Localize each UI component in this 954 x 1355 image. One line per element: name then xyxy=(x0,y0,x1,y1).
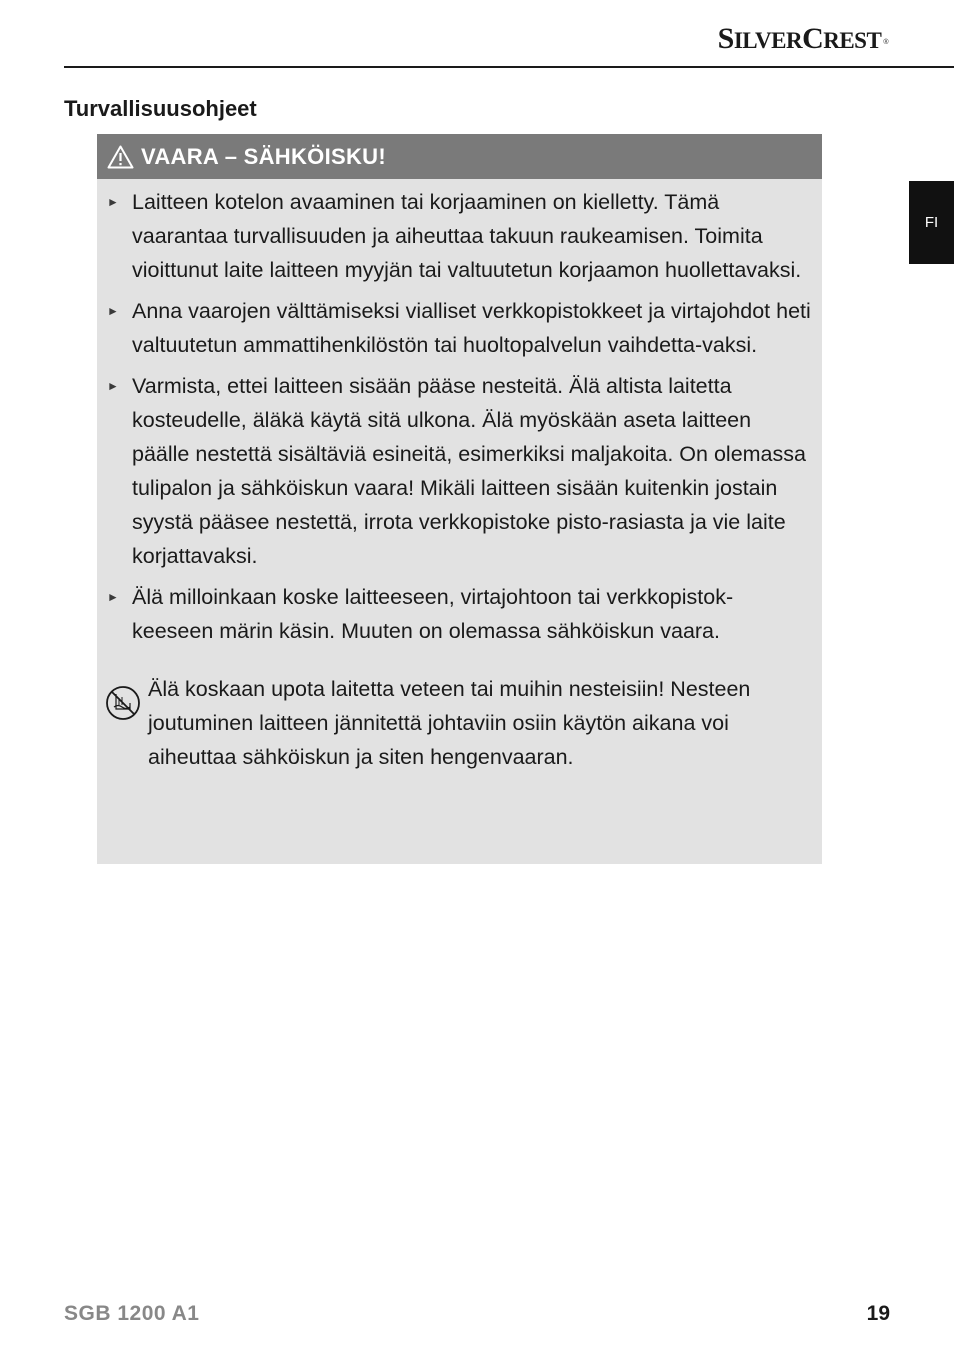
brand-logo xyxy=(718,22,888,58)
language-tab xyxy=(909,181,954,264)
list-item-text: Varmista, ettei laitteen sisään pääse nesteitä. Älä altista laitetta kosteudelle, äläkä käytä sitä ulkona. Älä myöskään aseta laitteen päälle nestettä sisältäviä esineitä, esimerkiksi maljakoita. On olemassa tulipalon ja sähköiskun vaara! Mikäli laitteen sisään kuitenkin jostain syystä pääsee nestettä, irrota verkkopistoke pisto-rasiasta ja vie laite korjattavaksi. xyxy=(132,374,806,568)
brand-part-rest: REST xyxy=(823,28,882,53)
section-title: Turvallisuusohjeet xyxy=(64,96,257,121)
warning-title: VAARA – SÄHKÖISKU! xyxy=(141,143,386,169)
list-item-text: Laitteen kotelon avaaminen tai korjaaminen on kielletty. Tämä vaarantaa turvallisuuden ja aiheuttaa takuun raukeamisen. Toimita vioittunut laite laitteen myyjän tai valtuutetun korjaamon huollettavaksi. xyxy=(132,190,802,282)
arrow-bullet-icon: ► xyxy=(107,379,119,393)
no-immersion-icon xyxy=(105,685,141,721)
warning-header xyxy=(97,134,822,179)
danger-warning-box xyxy=(97,134,822,864)
brand-initial-c: C xyxy=(802,22,824,55)
immersion-note xyxy=(97,672,822,774)
language-tab-label: FI xyxy=(924,214,939,231)
list-item xyxy=(97,580,822,648)
header-divider xyxy=(64,66,954,68)
brand-part-ilver: ILVER xyxy=(733,28,803,53)
warning-list xyxy=(97,179,822,648)
arrow-bullet-icon: ► xyxy=(107,590,119,604)
warning-triangle-icon xyxy=(107,145,134,169)
list-item xyxy=(97,294,822,362)
list-item-text: Anna vaarojen välttämiseksi vialliset verkkopistokkeet ja virtajohdot heti valtuutetun ammattihenkilöstön tai huoltopalvelun vaihdetta-vaksi. xyxy=(132,299,811,357)
footer-model: SGB 1200 A1 xyxy=(64,1302,200,1325)
list-item-text: Älä milloinkaan koske laitteeseen, virtajohtoon tai verkkopistok-keeseen märin käsin. Muuten on olemassa sähköiskun vaara. xyxy=(132,585,734,643)
page-number: 19 xyxy=(866,1302,890,1325)
arrow-bullet-icon: ► xyxy=(107,304,119,318)
list-item xyxy=(97,369,822,573)
brand-initial-s: S xyxy=(717,22,734,55)
arrow-bullet-icon: ► xyxy=(107,195,119,209)
registered-mark: ® xyxy=(883,39,888,46)
immersion-note-text: Älä koskaan upota laitetta veteen tai muihin nesteisiin! Nesteen joutuminen laitteen jännitettä johtaviin osiin käytön aikana voi aiheuttaa sähköiskun ja siten hengenvaaran. xyxy=(148,677,751,769)
list-item xyxy=(97,185,822,287)
